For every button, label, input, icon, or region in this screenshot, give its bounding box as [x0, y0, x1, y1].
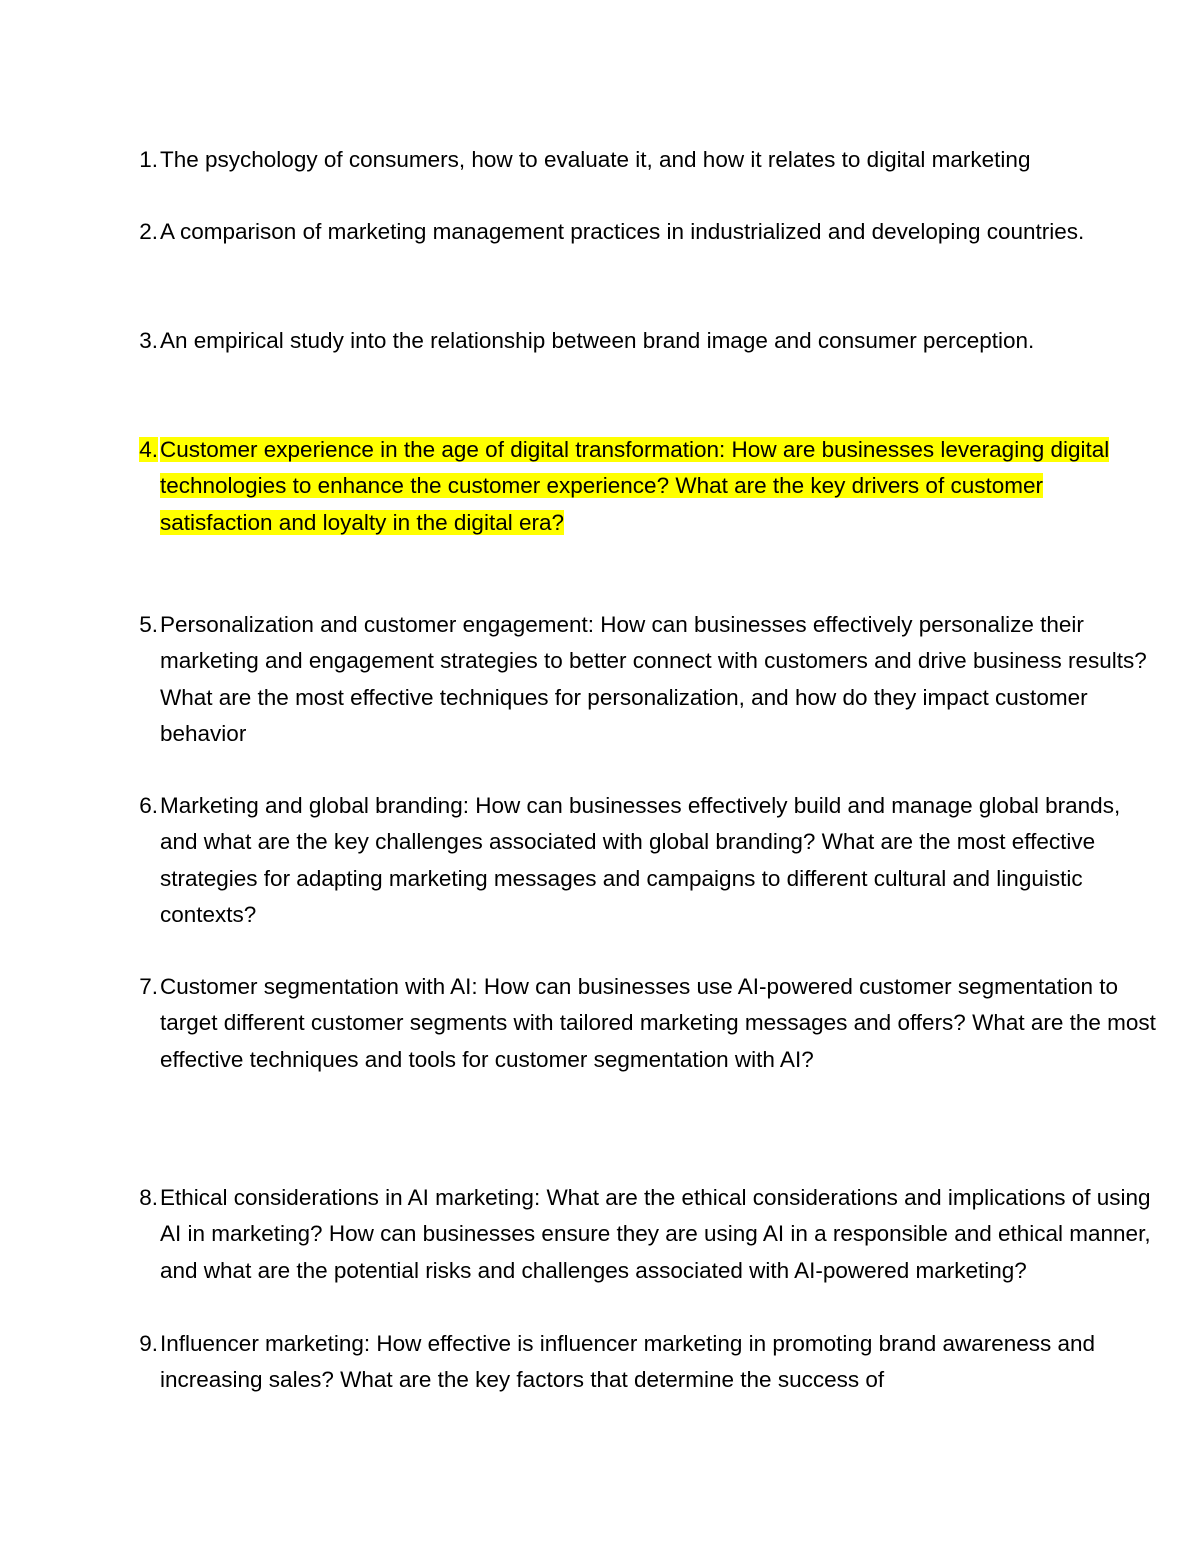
list-item-text: The psychology of consumers, how to evaluate it, and how it relates to digital marketing: [160, 147, 1031, 172]
highlighted-text: Customer experience in the age of digital transformation: How are businesses leveraging digital technologies to enhance the customer experience? What are the key drivers of customer satisfaction and loyalty in the digital era?: [160, 437, 1110, 535]
list-item-number: 3.: [139, 328, 158, 353]
list-item-number: 4.: [139, 437, 158, 462]
list-item-number: 1.: [139, 147, 158, 172]
list-item-number: 5.: [139, 612, 158, 637]
list-item-number: 6.: [139, 793, 158, 818]
list-item-number: 2.: [139, 219, 158, 244]
list-item-number: 7.: [139, 974, 158, 999]
list-item-text: Marketing and global branding: How can businesses effectively build and manage global brands, and what are the key challenges associated with global branding? What are the most effective strategies for adapting marketing messages and campaigns to different cultural and linguistic contexts?: [160, 793, 1121, 928]
list-item-number: 9.: [139, 1331, 158, 1356]
list-item-text: An empirical study into the relationship between brand image and consumer perception.: [160, 328, 1035, 353]
list-item-text: Customer segmentation with AI: How can businesses use AI-powered customer segmentation to target different customer segments with tailored marketing messages and offers? What are the most effective techniques and tools for customer segmentation with AI?: [160, 974, 1156, 1072]
list-item-text: Influencer marketing: How effective is influencer marketing in promoting brand awareness and increasing sales? What are the key factors that determine the success of: [160, 1331, 1096, 1393]
list-item-number: 8.: [139, 1185, 158, 1210]
list-item-text: Ethical considerations in AI marketing: What are the ethical considerations and implications of using AI in marketing? How can businesses ensure they are using AI in a responsible and ethical manner, and what are the potential risks and challenges associated with AI-powered marketing?: [160, 1185, 1151, 1283]
list-item-text: A comparison of marketing management practices in industrialized and developing countries.: [160, 219, 1085, 244]
list-item-text: Personalization and customer engagement: How can businesses effectively personalize their marketing and engagement strategies to better connect with customers and drive business results? What are the most effective techniques for personalization, and how do they impact customer behavior: [160, 612, 1147, 747]
